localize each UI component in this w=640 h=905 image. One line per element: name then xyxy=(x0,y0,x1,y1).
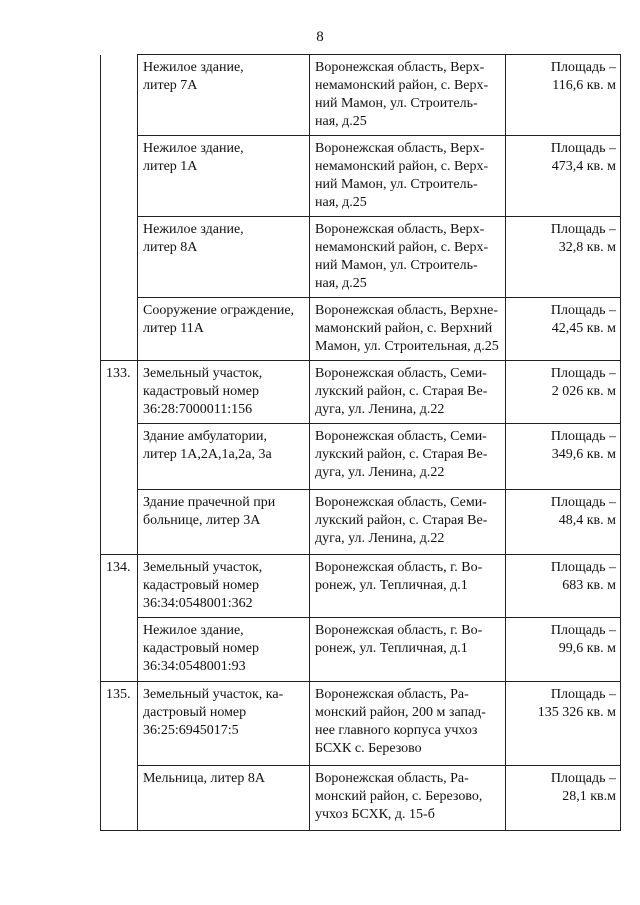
address-text: Воронежская область, Семи- xyxy=(315,429,487,444)
address-text: лукский район, с. Старая Ве- xyxy=(315,447,488,462)
object-text: дастровый номер xyxy=(143,705,247,720)
address-text: лукский район, с. Старая Ве- xyxy=(315,384,488,399)
row-number xyxy=(101,55,138,136)
object-cell xyxy=(138,361,310,424)
table-row xyxy=(101,555,621,618)
object-text: кадастровый номер xyxy=(143,641,259,656)
object-text: Нежилое здание, xyxy=(143,141,244,156)
object-text: Нежилое здание, xyxy=(143,60,244,75)
address-cell xyxy=(310,766,506,831)
area-label: Площадь – xyxy=(550,141,616,156)
table-row xyxy=(101,618,621,682)
area-value: 99,6 кв. м xyxy=(558,641,616,656)
address-cell xyxy=(310,217,506,298)
address-text: Воронежская область, г. Во- xyxy=(315,623,483,638)
address-text: ная, д.25 xyxy=(315,195,367,210)
table-row xyxy=(101,490,621,555)
object-text: литер 1А xyxy=(143,159,198,174)
address-text: Воронежская область, г. Во- xyxy=(315,560,483,575)
area-cell xyxy=(506,136,621,217)
row-number xyxy=(101,424,138,490)
address-text: немамонский район, с. Верх- xyxy=(315,159,489,174)
area-label: Площадь – xyxy=(550,771,616,786)
address-cell xyxy=(310,682,506,766)
object-text: Сооружение ограждение, xyxy=(143,303,295,318)
object-text: Здание амбулатории, xyxy=(143,429,268,444)
area-value: 42,45 кв. м xyxy=(551,321,616,336)
area-label: Площадь – xyxy=(550,303,616,318)
object-text: 36:25:6945017:5 xyxy=(143,723,239,738)
address-text: ная, д.25 xyxy=(315,114,367,129)
object-text: 36:34:0548001:93 xyxy=(143,659,246,674)
object-cell xyxy=(138,682,310,766)
address-cell xyxy=(310,618,506,682)
area-label: Площадь – xyxy=(550,623,616,638)
area-cell xyxy=(506,555,621,618)
property-table xyxy=(100,54,621,831)
object-text: литер 8А xyxy=(143,240,198,255)
address-cell xyxy=(310,55,506,136)
address-text: ний Мамон, ул. Строитель- xyxy=(315,258,478,273)
object-text: кадастровый номер xyxy=(143,578,259,593)
address-text: учхоз БСХК, д. 15-б xyxy=(315,807,435,822)
object-text: Земельный участок, xyxy=(143,366,263,381)
address-text: лукский район, с. Старая Ве- xyxy=(315,513,488,528)
object-cell xyxy=(138,766,310,831)
area-value: 28,1 кв.м xyxy=(562,789,616,804)
area-value: 48,4 кв. м xyxy=(558,513,616,528)
address-text: мамонский район, с. Верхний xyxy=(315,321,493,336)
address-text: Воронежская область, Ра- xyxy=(315,687,469,702)
area-label: Площадь – xyxy=(550,687,616,702)
address-text: немамонский район, с. Верх- xyxy=(315,78,489,93)
object-text: кадастровый номер xyxy=(143,384,259,399)
area-label: Площадь – xyxy=(550,222,616,237)
object-cell xyxy=(138,55,310,136)
area-cell xyxy=(506,361,621,424)
address-text: БСХК с. Березово xyxy=(315,741,422,756)
area-value: 135 326 кв. м xyxy=(537,705,616,720)
address-text: Мамон, ул. Строительная, д.25 xyxy=(315,339,499,354)
row-number: 135. xyxy=(101,682,138,766)
table-row xyxy=(101,217,621,298)
object-text: литер 11А xyxy=(143,321,204,336)
address-text: ронеж, ул. Тепличная, д.1 xyxy=(315,578,468,593)
address-text: ронеж, ул. Тепличная, д.1 xyxy=(315,641,468,656)
object-text: Мельница, литер 8А xyxy=(143,771,265,786)
address-text: монский район, с. Березово, xyxy=(315,789,483,804)
table-row xyxy=(101,136,621,217)
area-label: Площадь – xyxy=(550,429,616,444)
object-cell xyxy=(138,618,310,682)
area-cell xyxy=(506,766,621,831)
object-cell xyxy=(138,136,310,217)
object-text: литер 7А xyxy=(143,78,198,93)
object-text: Земельный участок, xyxy=(143,560,263,575)
object-cell xyxy=(138,490,310,555)
area-value: 349,6 кв. м xyxy=(551,447,616,462)
area-cell xyxy=(506,424,621,490)
row-number: 133. xyxy=(101,361,138,424)
area-label: Площадь – xyxy=(550,366,616,381)
address-text: Воронежская область, Верх- xyxy=(315,141,485,156)
object-cell xyxy=(138,424,310,490)
address-cell xyxy=(310,136,506,217)
address-cell xyxy=(310,424,506,490)
address-cell xyxy=(310,298,506,361)
object-cell xyxy=(138,217,310,298)
table-row xyxy=(101,424,621,490)
table-row xyxy=(101,766,621,831)
address-text: ная, д.25 xyxy=(315,276,367,291)
area-cell xyxy=(506,490,621,555)
area-cell xyxy=(506,682,621,766)
area-cell xyxy=(506,55,621,136)
area-value: 683 кв. м xyxy=(562,578,616,593)
address-text: Воронежская область, Верх- xyxy=(315,60,485,75)
row-number xyxy=(101,766,138,831)
address-text: Воронежская область, Верхне- xyxy=(315,303,499,318)
row-number xyxy=(101,490,138,555)
table-row xyxy=(101,361,621,424)
row-number xyxy=(101,217,138,298)
area-value: 2 026 кв. м xyxy=(551,384,616,399)
row-number: 134. xyxy=(101,555,138,618)
address-text: дуга, ул. Ленина, д.22 xyxy=(315,531,445,546)
address-cell xyxy=(310,490,506,555)
address-text: немамонский район, с. Верх- xyxy=(315,240,489,255)
address-cell xyxy=(310,555,506,618)
area-cell xyxy=(506,618,621,682)
address-text: дуга, ул. Ленина, д.22 xyxy=(315,402,445,417)
row-number xyxy=(101,136,138,217)
area-value: 32,8 кв. м xyxy=(558,240,616,255)
address-text: ний Мамон, ул. Строитель- xyxy=(315,177,478,192)
object-text: Нежилое здание, xyxy=(143,222,244,237)
object-cell xyxy=(138,555,310,618)
object-text: литер 1А,2А,1а,2а, 3а xyxy=(143,447,272,462)
object-text: 36:28:7000011:156 xyxy=(143,402,253,417)
area-label: Площадь – xyxy=(550,60,616,75)
area-value: 116,6 кв. м xyxy=(552,78,616,93)
address-text: Воронежская область, Ра- xyxy=(315,771,469,786)
object-text: Здание прачечной при xyxy=(143,495,276,510)
object-cell xyxy=(138,298,310,361)
address-cell xyxy=(310,361,506,424)
address-text: монский район, 200 м запад- xyxy=(315,705,486,720)
area-cell xyxy=(506,217,621,298)
page-number: 8 xyxy=(316,29,324,45)
table-row xyxy=(101,55,621,136)
table-row xyxy=(101,298,621,361)
object-text: Нежилое здание, xyxy=(143,623,244,638)
object-text: Земельный участок, ка- xyxy=(143,687,284,702)
area-label: Площадь – xyxy=(550,495,616,510)
area-label: Площадь – xyxy=(550,560,616,575)
area-value: 473,4 кв. м xyxy=(551,159,616,174)
row-number xyxy=(101,618,138,682)
address-text: Воронежская область, Семи- xyxy=(315,495,487,510)
object-text: 36:34:0548001:362 xyxy=(143,596,253,611)
address-text: Воронежская область, Семи- xyxy=(315,366,487,381)
table-row xyxy=(101,682,621,766)
address-text: Воронежская область, Верх- xyxy=(315,222,485,237)
row-number xyxy=(101,298,138,361)
address-text: дуга, ул. Ленина, д.22 xyxy=(315,465,445,480)
object-text: больнице, литер 3А xyxy=(143,513,261,528)
address-text: ний Мамон, ул. Строитель- xyxy=(315,96,478,111)
address-text: нее главного корпуса учхоз xyxy=(315,723,478,738)
area-cell xyxy=(506,298,621,361)
